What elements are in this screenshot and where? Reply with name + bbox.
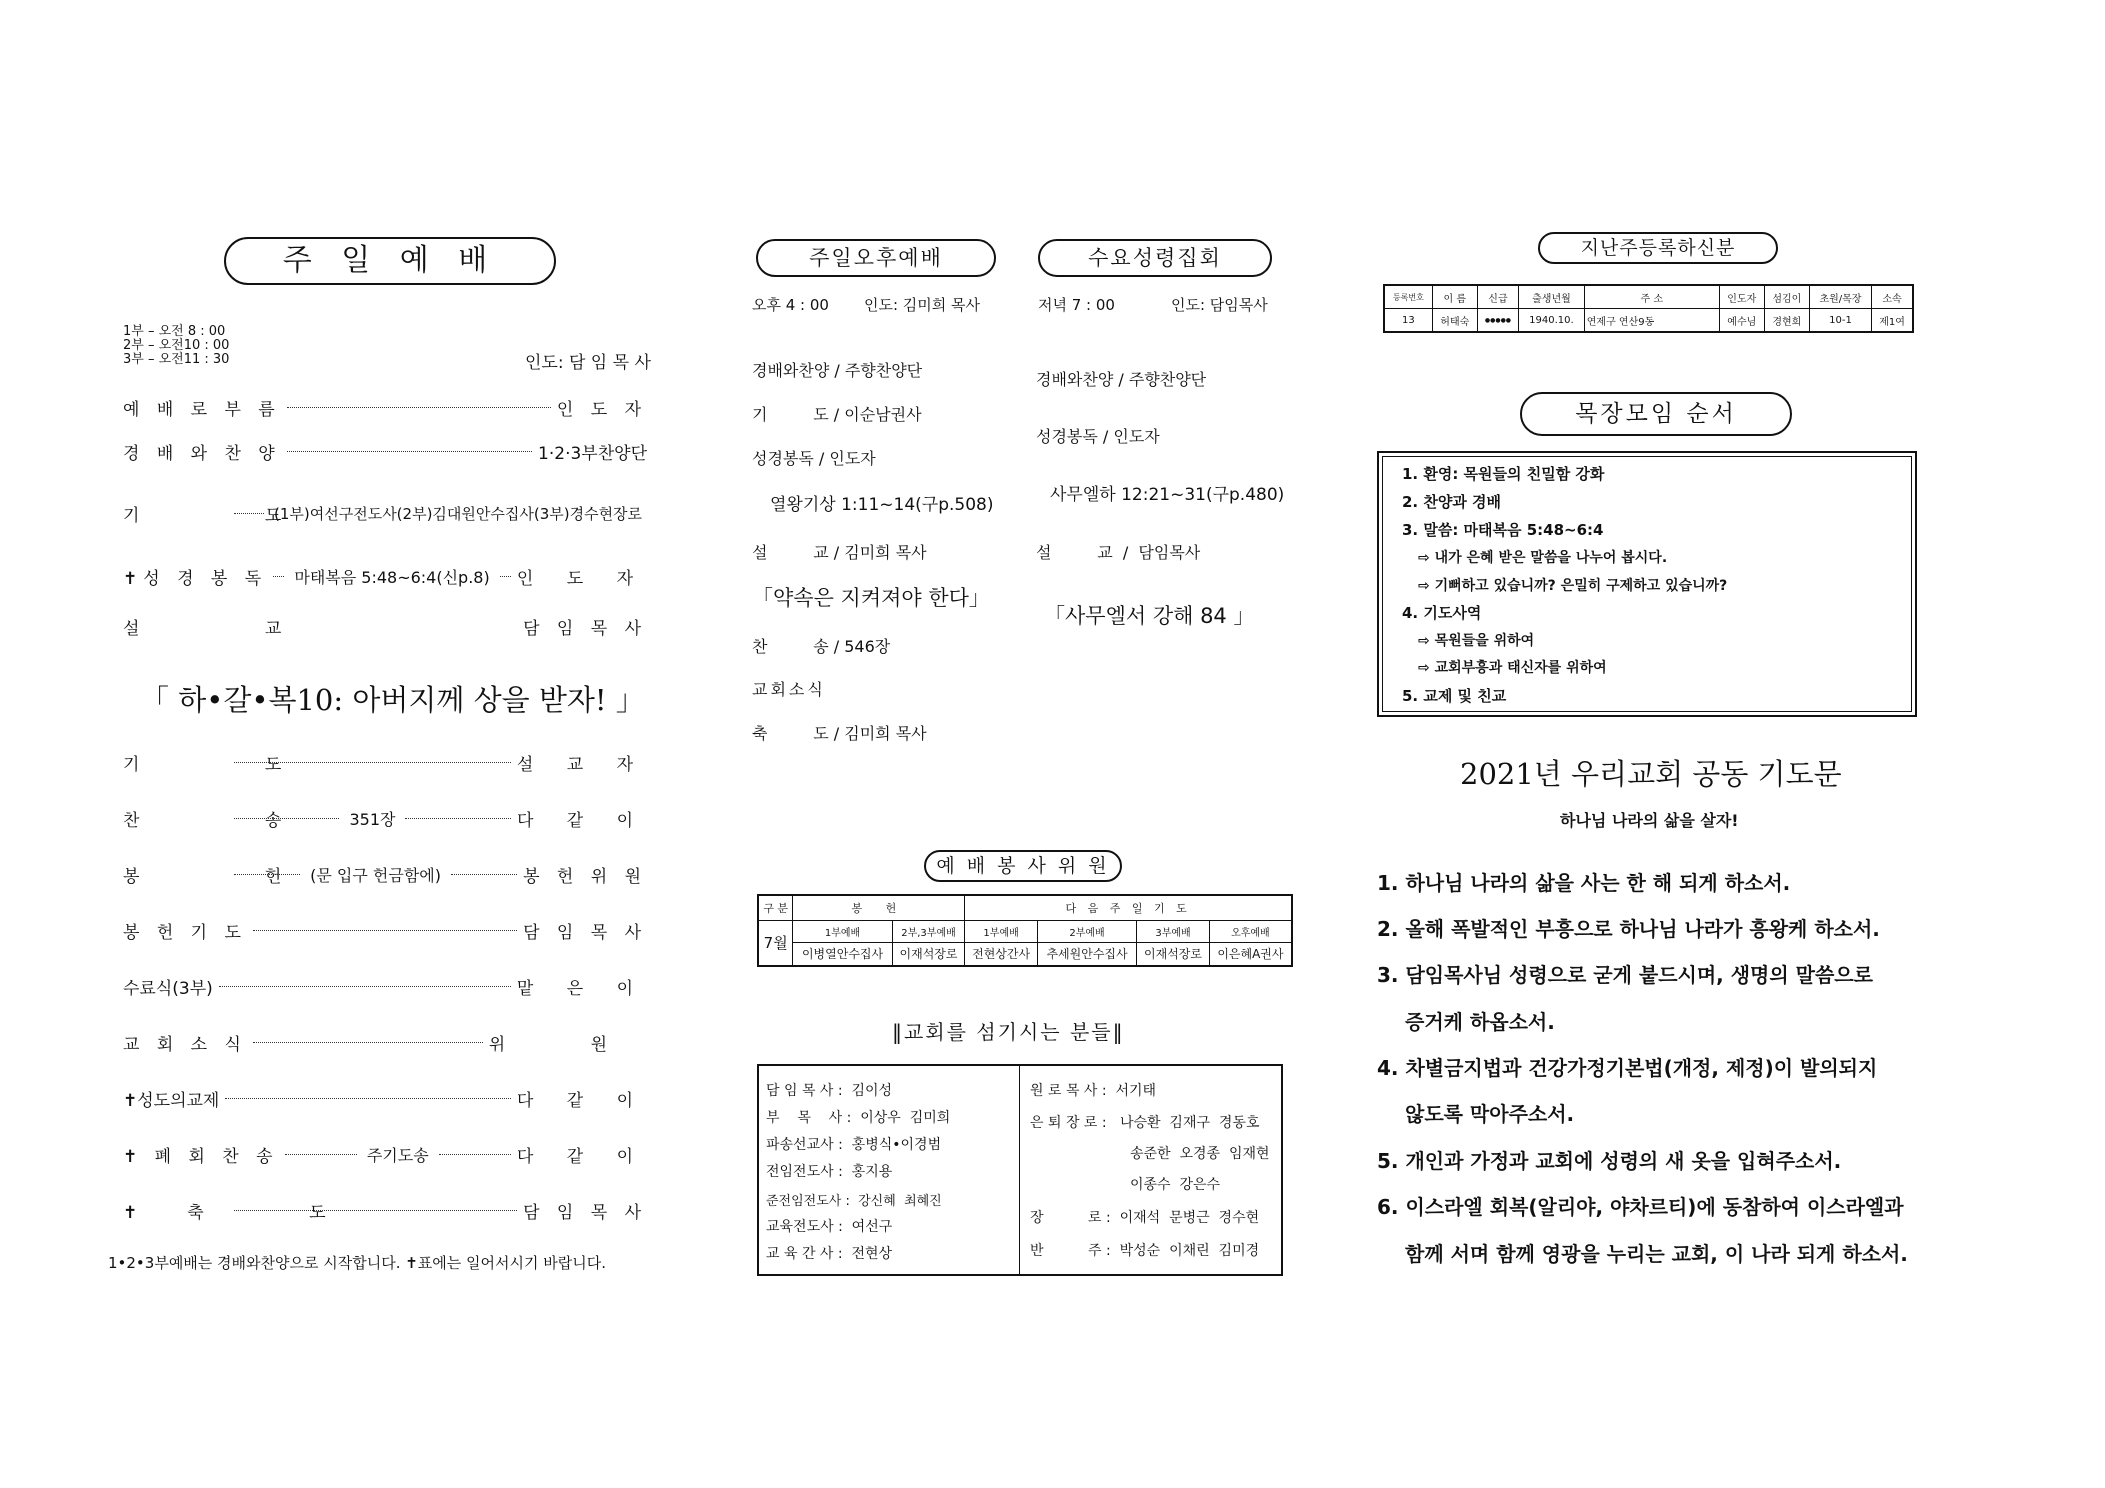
- staff-right-line: 은 퇴 장 로 : 나승환 김재구 경동호: [1030, 1115, 1260, 1131]
- name-cell: 추세원안수집사: [1037, 942, 1136, 966]
- staff-left-line: 전임전도사 : 홍지용: [766, 1164, 893, 1180]
- leader-dots: [273, 576, 284, 577]
- leader-dots: [253, 930, 517, 931]
- order-right: 담 임 목 사: [523, 1202, 647, 1223]
- leader-dots: [253, 1042, 483, 1043]
- staff-left-line: 교 육 간 사 : 전현상: [766, 1246, 893, 1262]
- order-right: 인 도 자: [516, 568, 647, 589]
- order-label: 찬 송: [123, 810, 342, 831]
- afternoon-item: 찬 송 / 546장: [752, 637, 891, 656]
- leader-dots: [451, 874, 517, 875]
- order-label: ✝ 폐 회 찬 송: [123, 1146, 279, 1167]
- staff-right-line: 송준한 오경종 임재현: [1130, 1146, 1270, 1162]
- sub-head: 3부예배: [1137, 920, 1210, 942]
- order-item: [123, 437, 647, 465]
- order-item: [123, 1084, 647, 1112]
- order-item: [123, 1140, 647, 1168]
- afternoon-item: 교회소식: [752, 680, 826, 699]
- cell-line: ⇨ 목원들을 위하여: [1418, 633, 1535, 649]
- leader-dots: [234, 874, 300, 875]
- cell: 연제구 연산9동: [1584, 309, 1719, 333]
- col-head: 섬김이: [1764, 285, 1809, 309]
- afternoon-item: 기 도 / 이순남권사: [752, 405, 922, 424]
- leader-dots: [219, 986, 511, 987]
- order-right: 담 임 목 사: [523, 922, 647, 943]
- cell: 허태숙: [1432, 309, 1477, 333]
- staff-left-line: 파송선교사 : 홍병식•이경범: [766, 1137, 942, 1153]
- order-item: [123, 748, 647, 776]
- cell: 예수님: [1719, 309, 1764, 333]
- afternoon-leader: 인도: 김미희 목사: [864, 296, 981, 314]
- staff-left-line: 준전임전도사 : 강신혜 최혜진: [766, 1194, 942, 1209]
- order-item: [123, 860, 647, 888]
- service-times: [123, 325, 229, 367]
- prayer-line: 5. 개인과 가정과 교회에 성령의 새 옷을 입혀주소서.: [1377, 1149, 1842, 1173]
- order-mid: 주기도송: [366, 1145, 429, 1165]
- cell: 제1여: [1872, 309, 1913, 333]
- order-item: [123, 499, 647, 527]
- order-label: 설 교: [123, 618, 342, 639]
- order-item: [123, 393, 647, 421]
- leader-note: 인도: 담 임 목 사: [525, 353, 651, 373]
- cell-line: 3. 말씀: 마태복음 5:48~6:4: [1402, 521, 1604, 539]
- cell-line: 5. 교제 및 친교: [1402, 687, 1507, 705]
- afternoon-time: 오후 4 : 00: [752, 296, 829, 314]
- sub-head: 2부,3부예배: [892, 920, 965, 942]
- col-head: 출생년월: [1519, 285, 1585, 309]
- order-item: [123, 612, 647, 640]
- leader-dots: [234, 1210, 517, 1211]
- staff-right-line: 원 로 목 사 : 서기태: [1030, 1083, 1157, 1099]
- footnote: 1•2•3부예배는 경배와찬양으로 시작합니다. ✝표에는 일어서시기 바랍니다.: [108, 1254, 606, 1272]
- order-right: 설 교 자: [516, 754, 647, 775]
- prayer-line: 4. 차별금지법과 건강가정기본법(개정, 제정)이 발의되지: [1377, 1056, 1878, 1080]
- wednesday-time: 저녁 7 : 00: [1038, 296, 1115, 314]
- cell: 10-1: [1809, 309, 1871, 333]
- order-label: 경 배 와 찬 양: [123, 443, 281, 464]
- order-label: ✝성 경 봉 독: [123, 568, 268, 589]
- cell-line: 4. 기도사역: [1402, 604, 1482, 622]
- order-label: ✝축 도: [123, 1202, 376, 1223]
- order-mid: 351장: [349, 809, 396, 829]
- staff-divider: [1019, 1066, 1020, 1274]
- order-label: 기 도: [123, 505, 342, 526]
- col-head: 주 소: [1584, 285, 1719, 309]
- col-head: 봉 헌: [793, 895, 965, 920]
- order-label: 봉 헌 기 도: [123, 922, 247, 943]
- month-cell: 7월: [758, 920, 793, 966]
- order-mid: (문 입구 헌금함에): [310, 865, 441, 885]
- leader-dots: [234, 762, 511, 763]
- cell-line: ⇨ 교회부흥과 태신자를 위하여: [1418, 660, 1607, 676]
- leader-dots: [234, 513, 264, 514]
- order-right: 맡 은 이: [516, 978, 647, 999]
- order-right: 다 같 이: [516, 1090, 647, 1111]
- leader-dots: [285, 1154, 357, 1155]
- sub-head: 오후예배: [1209, 920, 1292, 942]
- order-label: 수료식(3부): [123, 978, 213, 999]
- staff-right-line: 이종수 강은수: [1130, 1177, 1221, 1193]
- name-cell: 이병열안수집사: [793, 942, 892, 966]
- service-committee-table: [757, 894, 1293, 967]
- leader-dots: [287, 451, 532, 452]
- order-right: 인 도 자: [556, 399, 647, 420]
- name-cell: 이재석장로: [892, 942, 965, 966]
- leader-dots: [500, 576, 511, 577]
- service-time-3: 3부 – 오전11 : 30: [123, 352, 230, 367]
- cell-meeting-title: 목장모임 순서: [1520, 392, 1792, 436]
- prayer-subtitle: 하나님 나라의 삶을 살자!: [1560, 811, 1739, 830]
- order-label: ✝성도의교제: [123, 1090, 220, 1111]
- col-head: 이 름: [1432, 285, 1477, 309]
- leader-dots: [405, 818, 510, 819]
- service-time-2: 2부 – 오전10 : 00: [123, 338, 230, 353]
- leader-dots: [225, 1098, 511, 1099]
- service-committee-title: 예 배 봉 사 위 원: [924, 850, 1122, 882]
- afternoon-item: 축 도 / 김미희 목사: [752, 724, 927, 743]
- name-cell: 전현상간사: [965, 942, 1038, 966]
- afternoon-title: 주일오후예배: [756, 239, 996, 277]
- col-head: 구 분: [758, 895, 793, 920]
- afternoon-sermon-title: 「약속은 지켜져야 한다」: [752, 586, 990, 610]
- afternoon-scripture: 열왕기상 1:11~14(구p.508): [770, 495, 994, 515]
- col-head: 신급: [1477, 285, 1518, 309]
- wednesday-item: 성경봉독 / 인도자: [1036, 427, 1160, 446]
- staff-title: ‖교회를 섬기시는 분들‖: [892, 1020, 1125, 1044]
- order-mid: (1부)여선구전도사(2부)김대원안수집사(3부)경수현장로: [274, 504, 643, 523]
- order-mid: 마태복음 5:48~6:4(신p.8): [294, 567, 490, 587]
- order-item: [123, 562, 647, 590]
- name-cell: 이재석장로: [1137, 942, 1210, 966]
- prayer-line: 않도록 막아주소서.: [1405, 1102, 1575, 1126]
- wednesday-scripture: 사무엘하 12:21~31(구p.480): [1050, 485, 1285, 505]
- order-item: [123, 916, 647, 944]
- cell: 1940.10.: [1519, 309, 1585, 333]
- order-item: [123, 804, 647, 832]
- sub-head: 1부예배: [793, 920, 892, 942]
- order-label: 교 회 소 식: [123, 1034, 247, 1055]
- leader-dots: [287, 407, 551, 408]
- order-item: [123, 1196, 647, 1224]
- cell-line: ⇨ 기뻐하고 있습니까? 은밀히 구제하고 있습니까?: [1418, 578, 1728, 594]
- order-label: 봉 헌: [123, 866, 342, 887]
- afternoon-item: 설 교 / 김미희 목사: [752, 543, 927, 562]
- wednesday-leader: 인도: 담임목사: [1171, 296, 1268, 314]
- service-time-1: 1부 – 오전 8 : 00: [123, 324, 226, 339]
- staff-left-line: 부 목 사 : 이상우 김미희: [766, 1110, 951, 1126]
- prayer-line: 2. 올해 폭발적인 부흥으로 하나님 나라가 흥왕케 하소서.: [1377, 917, 1880, 941]
- order-right: 다 같 이: [516, 1146, 647, 1167]
- cell: 경현희: [1764, 309, 1809, 333]
- order-right: 담 임 목 사: [523, 618, 647, 639]
- order-label: 기 도: [123, 754, 342, 775]
- order-right: 봉 헌 위 원: [523, 866, 648, 887]
- wednesday-item: 설 교 / 담임목사: [1036, 543, 1201, 562]
- staff-left-line: 교육전도사 : 여선구: [766, 1219, 893, 1235]
- prayer-line: 증거케 하옵소서.: [1405, 1010, 1555, 1034]
- col-head: 인도자: [1719, 285, 1764, 309]
- col-head: 소속: [1872, 285, 1913, 309]
- name-cell: 이은혜A권사: [1209, 942, 1292, 966]
- col-head: 초원/목장: [1809, 285, 1871, 309]
- prayer-line: 6. 이스라엘 회복(알리야, 야차르티)에 동참하여 이스라엘과: [1377, 1195, 1904, 1219]
- afternoon-item: 성경봉독 / 인도자: [752, 449, 876, 468]
- newcomer-table: [1383, 284, 1914, 333]
- cell: ●●●●●: [1477, 309, 1518, 333]
- order-right: 다 같 이: [516, 810, 648, 831]
- order-item: [123, 1028, 647, 1056]
- sub-head: 1부예배: [965, 920, 1038, 942]
- afternoon-item: 경배와찬양 / 주향찬양단: [752, 361, 923, 380]
- sermon-title: 「 하•갈•복10: 아버지께 상을 받자! 」: [140, 683, 645, 717]
- staff-right-line: 반 주 : 박성순 이채린 김미경: [1030, 1243, 1260, 1259]
- wednesday-item: 경배와찬양 / 주향찬양단: [1036, 370, 1207, 389]
- order-label: 예 배 로 부 름: [123, 399, 281, 420]
- cell-line: ⇨ 내가 은혜 받은 말씀을 나누어 봅시다.: [1418, 550, 1668, 566]
- leader-dots: [234, 818, 339, 819]
- cell: 13: [1384, 309, 1432, 333]
- prayer-line: 함께 서며 함께 영광을 누리는 교회, 이 나라 되게 하소서.: [1405, 1242, 1908, 1266]
- col-head: 다 음 주 일 기 도: [965, 895, 1292, 920]
- cell-line: 1. 환영: 목원들의 친밀함 강화: [1402, 465, 1605, 483]
- sunday-worship-title: 주 일 예 배: [224, 237, 556, 285]
- col-head: 등록번호: [1384, 285, 1432, 309]
- leader-dots: [439, 1154, 511, 1155]
- newcomer-title: 지난주등록하신분: [1538, 232, 1778, 264]
- prayer-line: 1. 하나님 나라의 삶을 사는 한 해 되게 하소서.: [1377, 871, 1791, 895]
- wednesday-title: 수요성령집회: [1038, 239, 1272, 277]
- sub-head: 2부예배: [1037, 920, 1136, 942]
- staff-right-line: 장 로 : 이재석 문병근 경수현: [1030, 1210, 1260, 1226]
- cell-line: 2. 찬양과 경배: [1402, 493, 1502, 511]
- prayer-line: 3. 담임목사님 성령으로 굳게 붙드시며, 생명의 말씀으로: [1377, 963, 1873, 987]
- order-right: 위 원: [488, 1034, 647, 1055]
- wednesday-sermon-title: 「사무엘서 강해 84 」: [1044, 604, 1255, 628]
- order-item: [123, 972, 647, 1000]
- staff-left-line: 담 임 목 사 : 김이성: [766, 1083, 893, 1099]
- order-right: 1·2·3부찬양단: [538, 443, 647, 464]
- prayer-title: 2021년 우리교회 공동 기도문: [1460, 757, 1842, 791]
